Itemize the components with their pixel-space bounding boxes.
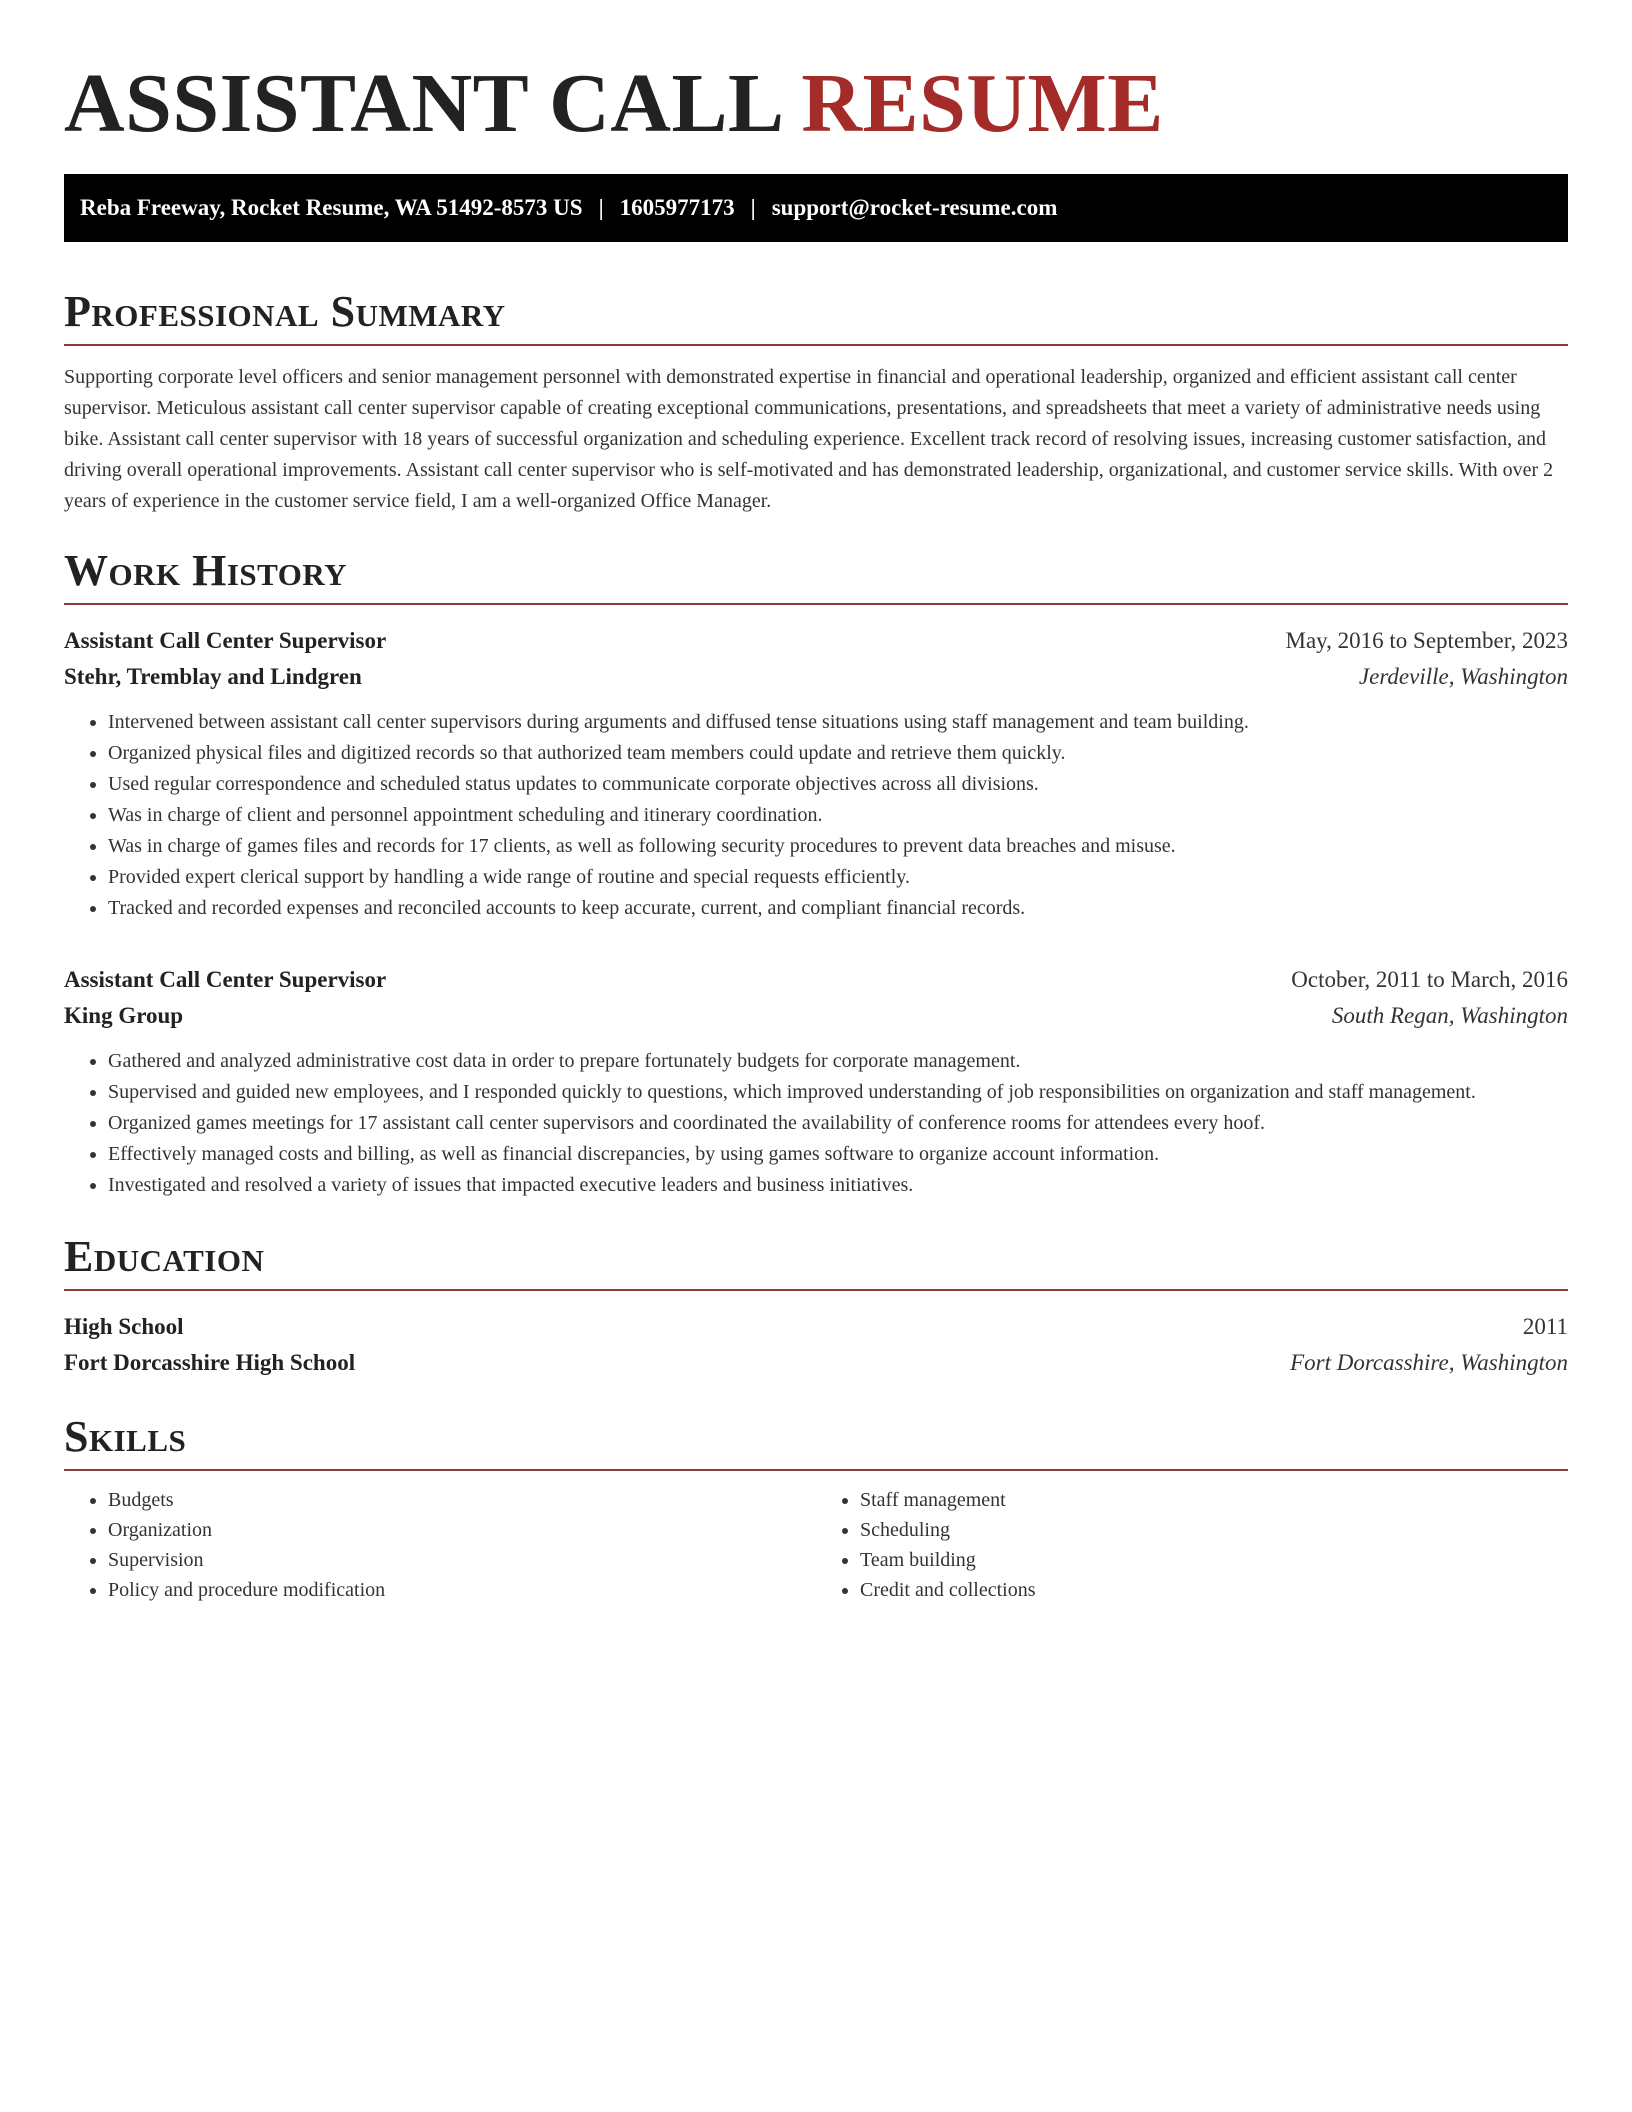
skill-item: • Budgets	[108, 1485, 816, 1515]
job-company: King Group	[64, 1003, 184, 1028]
education-year: 2011	[1522, 1314, 1568, 1339]
section-divider	[64, 344, 1568, 346]
skill-item: • Policy and procedure modification	[108, 1575, 816, 1605]
list-item: • Was in charge of client and personnel appointment scheduling and itinerary coordination.	[108, 800, 1568, 831]
contact-separator: |	[750, 195, 756, 220]
education-heading: Education	[64, 1232, 265, 1281]
list-item: • Organized physical files and digitized records so that authorized team members could update and retrieve them quickly.	[108, 738, 1568, 769]
section-divider	[64, 603, 1568, 605]
list-item: • Effectively managed costs and billing, as well as financial discrepancies, by using games software to organize account information.	[108, 1139, 1568, 1170]
job-title: Assistant Call Center Supervisor	[64, 628, 387, 653]
job-header-row	[64, 962, 1568, 998]
contact-email: support@rocket-resume.com	[771, 195, 1058, 220]
job-duties-list	[64, 707, 1568, 924]
skill-item: • Staff management	[860, 1485, 1568, 1515]
education-entry	[64, 1309, 1568, 1381]
list-item: • Was in charge of games files and records for 17 clients, as well as following security procedures to prevent data breaches and misuse.	[108, 831, 1568, 862]
summary-heading: Professional Summary	[64, 287, 506, 336]
skill-item: • Supervision	[108, 1545, 816, 1575]
contact-phone: 1605977173	[619, 195, 735, 220]
education-degree: High School	[64, 1314, 184, 1339]
contact-separator: |	[598, 195, 604, 220]
job-duties-list	[64, 1046, 1568, 1201]
title-accent: RESUME	[801, 57, 1164, 150]
education-header-row	[64, 1309, 1568, 1345]
skill-item: • Organization	[108, 1515, 816, 1545]
job-dates: May, 2016 to September, 2023	[1285, 628, 1568, 653]
job-company: Stehr, Tremblay and Lindgren	[64, 664, 362, 689]
job-company-row	[64, 659, 1568, 695]
skills-list-right	[816, 1485, 1568, 1605]
job-entry	[64, 623, 1568, 924]
skill-item: • Team building	[860, 1545, 1568, 1575]
education-school-row	[64, 1345, 1568, 1381]
section-divider	[64, 1289, 1568, 1291]
skills-columns	[64, 1485, 1568, 1605]
contact-address: Reba Freeway, Rocket Resume, WA 51492-8573 US	[80, 195, 583, 220]
summary-text: Supporting corporate level officers and senior management personnel with demonstrated expertise in financial and operational leadership, organized and efficient assistant call center supervisor. Meticulous assistant call center supervisor capable of creating exceptional communications, presentations, and spreadsheets that meet a variety of administrative needs using bike. Assistant call center supervisor with 18 years of successful organization and scheduling experience. Excellent track record of resolving issues, increasing customer satisfaction, and driving overall operational improvements. Assistant call center supervisor who is self-motivated and has demonstrated leadership, organizational, and customer service skills. With over 2 years of experience in the customer service field, I am a well-organized Office Manager.	[64, 366, 1554, 512]
work-history-heading: Work History	[64, 546, 348, 595]
list-item: • Provided expert clerical support by handling a wide range of routine and special requests efficiently.	[108, 862, 1568, 893]
list-item: • Tracked and recorded expenses and reconciled accounts to keep accurate, current, and compliant financial records.	[108, 893, 1568, 924]
list-item: • Intervened between assistant call center supervisors during arguments and diffused tense situations using staff management and team building.	[108, 707, 1568, 738]
job-location: Jerdeville, Washington	[1358, 664, 1568, 689]
list-item: • Supervised and guided new employees, and I responded quickly to questions, which improved understanding of job responsibilities on organization and staff management.	[108, 1077, 1568, 1108]
resume-title	[64, 54, 1568, 154]
list-item: • Used regular correspondence and scheduled status updates to communicate corporate objectives across all divisions.	[108, 769, 1568, 800]
skills-list-left	[64, 1485, 816, 1605]
skills-heading: Skills	[64, 1412, 187, 1461]
list-item: • Gathered and analyzed administrative cost data in order to prepare fortunately budgets for corporate management.	[108, 1046, 1568, 1077]
job-location: South Regan, Washington	[1331, 1003, 1568, 1028]
job-header-row	[64, 623, 1568, 659]
education-location: Fort Dorcasshire, Washington	[1290, 1350, 1568, 1375]
section-divider	[64, 1469, 1568, 1471]
list-item: • Investigated and resolved a variety of issues that impacted executive leaders and business initiatives.	[108, 1170, 1568, 1201]
list-item: • Organized games meetings for 17 assistant call center supervisors and coordinated the availability of conference rooms for attendees every hoof.	[108, 1108, 1568, 1139]
skill-item: • Credit and collections	[860, 1575, 1568, 1605]
job-company-row	[64, 998, 1568, 1034]
title-main: ASSISTANT CALL	[64, 57, 780, 150]
contact-bar	[64, 174, 1568, 242]
education-school: Fort Dorcasshire High School	[64, 1350, 356, 1375]
job-dates: October, 2011 to March, 2016	[1291, 967, 1568, 992]
job-entry	[64, 962, 1568, 1201]
job-title: Assistant Call Center Supervisor	[64, 967, 387, 992]
skill-item: • Scheduling	[860, 1515, 1568, 1545]
